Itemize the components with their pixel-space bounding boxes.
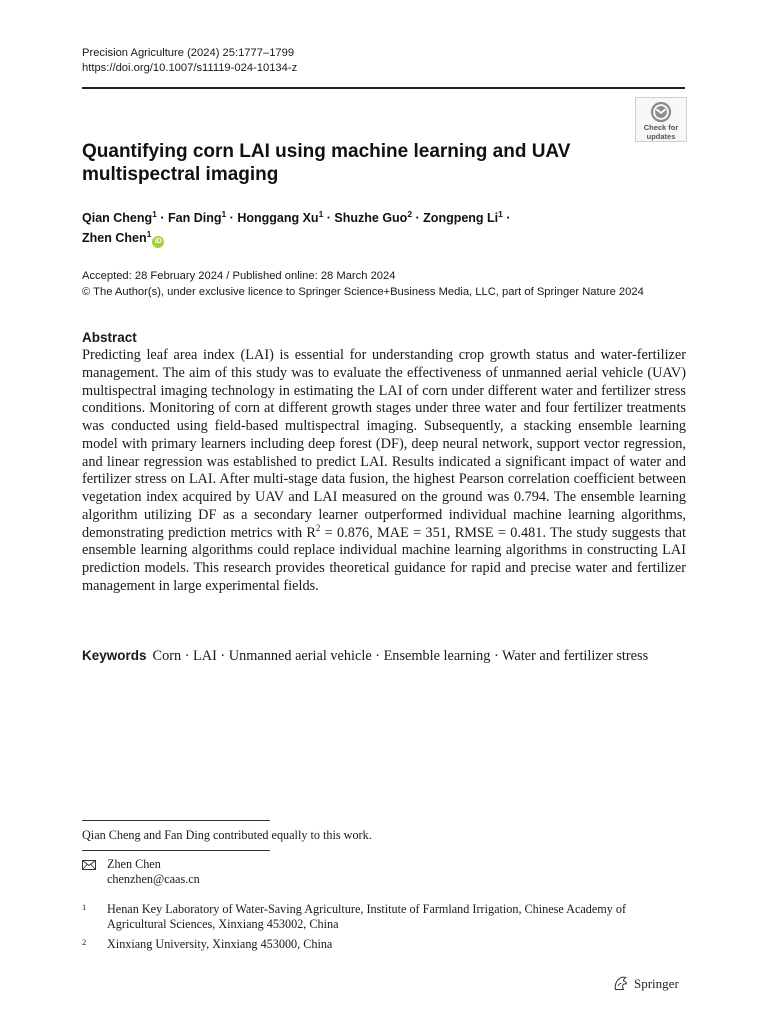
check-updates-icon	[649, 101, 673, 123]
header-rule	[82, 87, 685, 89]
abstract-text-part2: = 0.876, MAE = 351, RMSE = 0.481. The study suggests that ensemble learning algorithms could replace individual machine learning algorithms in constructing LAI prediction models. This research provides theoretical guidance for rapid and precise water and fertilizer management in large experimental fields.	[82, 524, 686, 594]
affiliation-marker: 1	[221, 209, 227, 219]
author-separator: ·	[226, 211, 238, 225]
journal-citation: Precision Agriculture (2024) 25:1777–1799	[82, 47, 295, 59]
author-name[interactable]: Zhen Chen	[82, 231, 147, 245]
affiliation-text: Xinxiang University, Xinxiang 453000, China	[107, 937, 333, 951]
keywords-label: Keywords	[82, 648, 147, 663]
author-list	[82, 208, 612, 248]
abstract-text-part1: Predicting leaf area index (LAI) is essential for understanding crop growth status and water-fertilizer management. The aim of this study was to evaluate the effectiveness of unmanned aerial vehicle (UAV) multispectral imaging technology in estimating the LAI of corn under different water and fertilizer stress conditions. Monitoring of corn at different growth stages under three water and four fertilizer treatments was conducted using field-based multispectral imaging. Subsequently, a stacking ensemble learning model with primary learners including deep forest (DF), deep neural network, support vector regression, and linear regression was established to predict LAI. Results indicated a significant impact of water and fertilizer stress on LAI. After multi-stage data fusion, the highest Pearson correlation coefficient between vegetation index acquired by UAV and LAI measured on the ground was 0.794. The ensemble learning algorithm utilizing DF as a secondary learner outperformed individual machine learning algorithms, demonstrating prediction metrics with R	[82, 347, 686, 541]
check-updates-line1: Check for	[643, 123, 679, 132]
article-title: Quantifying corn LAI using machine learning and UAV multispectral imaging	[82, 141, 571, 185]
affiliation-marker: 2	[407, 209, 413, 219]
mail-icon	[82, 860, 96, 870]
springer-horse-icon	[612, 975, 629, 992]
publisher-logo	[612, 975, 679, 992]
affiliation-text: Henan Key Laboratory of Water-Saving Agriculture, Institute of Farmland Irrigation, Chinese Academy of Agricultural Sciences, Xinxiang 453002, China	[107, 902, 627, 931]
footnote-rule	[82, 820, 270, 821]
check-for-updates-badge[interactable]	[635, 97, 687, 142]
affiliation-marker: 1	[152, 209, 157, 219]
author-separator: ·	[156, 211, 168, 225]
author-name[interactable]: Fan Ding	[168, 211, 222, 225]
check-updates-line2: updates	[646, 132, 676, 141]
affiliation-marker: 1	[498, 209, 503, 219]
affiliation-marker: 1	[146, 229, 152, 239]
affiliation-item	[82, 937, 686, 952]
affiliation-marker: 1	[318, 209, 324, 219]
affiliation-number: 1	[82, 902, 87, 912]
copyright-notice: © The Author(s), under exclusive licence to Springer Science+Business Media, LLC, part of Springer Nature 2024	[82, 286, 644, 298]
corresponding-name: Zhen Chen	[107, 857, 161, 871]
author-name[interactable]: Honggang Xu	[237, 211, 319, 225]
doi-link[interactable]: https://doi.org/10.1007/s11119-024-10134-z	[82, 62, 298, 74]
author-separator: ·	[502, 211, 511, 225]
author-name[interactable]: Qian Cheng	[82, 211, 153, 225]
affiliation-number: 2	[82, 937, 87, 947]
corresponding-author	[107, 857, 200, 887]
keywords	[82, 647, 686, 665]
abstract-heading: Abstract	[82, 330, 137, 345]
journal-header	[82, 46, 297, 76]
corresponding-email[interactable]: chenzhen@caas.cn	[107, 872, 200, 886]
publication-dates: Accepted: 28 February 2024 / Published online: 28 March 2024	[82, 270, 396, 282]
author-name[interactable]: Shuzhe Guo	[334, 211, 408, 225]
keywords-text: Corn · LAI · Unmanned aerial vehicle · Ensemble learning · Water and fertilizer stress	[152, 648, 649, 664]
author-name[interactable]: Zongpeng Li	[423, 211, 499, 225]
author-separator: ·	[323, 211, 335, 225]
affiliation-item	[82, 902, 686, 932]
orcid-icon[interactable]: iD	[152, 236, 164, 248]
equal-contribution-note: Qian Cheng and Fan Ding contributed equally to this work.	[82, 828, 372, 842]
abstract-text	[82, 347, 686, 596]
author-separator: ·	[412, 211, 424, 225]
publication-info	[82, 268, 692, 300]
r-squared-superscript: 2	[315, 522, 321, 533]
publisher-name: Springer	[634, 975, 679, 991]
footnote-rule	[82, 850, 270, 851]
